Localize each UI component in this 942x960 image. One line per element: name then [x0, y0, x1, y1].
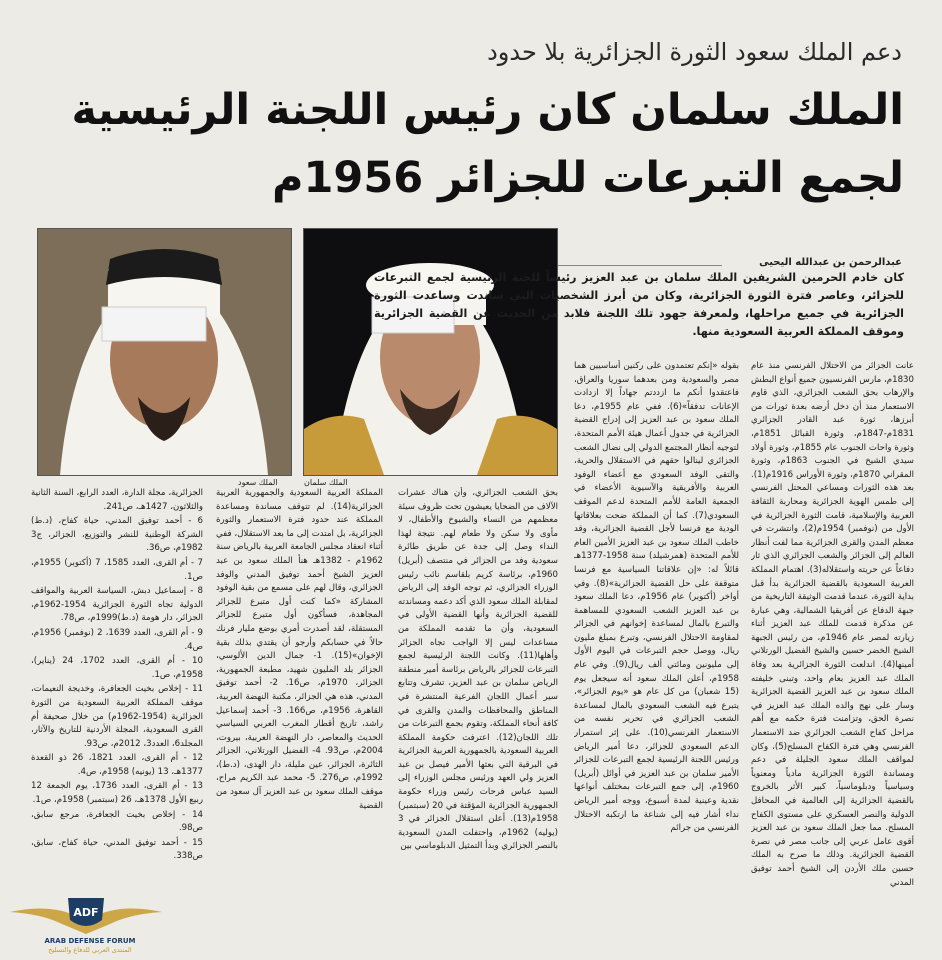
logo-tagline: المنتدى العربي للدفاع والتسليح: [48, 946, 132, 954]
references-column: [31, 487, 203, 952]
article-column-2: [574, 360, 739, 952]
reference-note: 8 - إسماعيل دبش، السياسة العربية والمواقف الدولية تجاه الثورة الجزائرية 1954-1962م، الجزائر، دار هومة (د.ط)1999م، ص78.: [31, 586, 203, 624]
column-2-text: بقوله «إنكم تعتمدون على ركنين أساسيين هما مصر والسعودية ومن بعدهما سوريا والعراق، فاعتقدوا أنكم ما ازددتم جهاداً إلا ازدادت الإعانات تدفقاً»(6). ففي عام 1955م، دعا الملك سعود بن عبد العزيز إلى إدراج القضية الجزائرية في جدول أعمال هيئة الأمم المتحدة، لتوجيه أنظار المجتمع الدولي إلى نضال الشعب الجزائري لينالوا حقهم في الاستقلال والحرية، والتقى الوفد السعودي مع أعضاء الوفود العربية والأفريقية والآسيوية الأعضاء في الجمعية العامة للأمم المتحدة لدعم الموقف السعودي(7). كما أن المملكة ضحت بعلاقاتها الودية مع فرنسا لأجل القضية الجزائرية، وقد خاطب الملك سعود بن عبد العزيز الأمين العام للأمم المتحدة (همرشيلد) سنة 1958-1377هـ قائلاً له: «إن علاقاتنا السياسية مع فرنسا متوقفة على حل القضية الجزائرية»(8). وفي أواخر (أكتوبر) عام 1956م، دعا الملك سعود بن عبد العزيز الشعب السعودي للمساهمة والتبرع بالمال لمساعدة إخوانهم في الجزائر لمقاومة الاحتلال الفرنسي، وتبرع بمبلغ مليون ريال، ووصل حجم التبرعات في اليوم الأول إلى مليونين ومائتي ألف ريال(9). وفي عام 1958م، أعلن الملك سعود أنه سيجعل يوم (15 شعبان) من كل عام هو «يوم الجزائر»، يتبرع فيه الشعب السعودي بالمال لمساعدة الشعب الجزائري في تحرير نفسه من الاستعمار الفرنسي(10). على إثر استمرار الدعم السعودي للجزائر، دعا أمير الرياض ورئيس اللجنة الرئيسية لجمع التبرعات للجزائر الأمير سلمان بن عبد العزيز في أوائل (أبريل) 1960م، إلى جمع التبرعات بمختلف أنواعها نقدية وعينية لمدة أسبوع، ووجه أمير الرياض نداء أشار فيه إلى شناعة ما ارتكبه الاحتلال الفرنسي من جرائم: [574, 361, 739, 834]
photo-caption-salman: الملك سلمان: [304, 478, 348, 487]
reference-note: 15 - أحمد توفيق المدني، حياة كفاح، سابق، ص338.: [31, 837, 203, 862]
reference-note: 10 - أم القرى، العدد 1702، 24 (يناير)، 1958م، ص1.: [31, 656, 203, 680]
reference-note: 9 - أم القرى، العدد 1639، 2 (نوفمبر) 1956م، ص4.: [31, 627, 203, 652]
reference-note: 12 - أم القرى، العدد 1821، 26 ذو القعدة 1377هـ، 13 (يونيه) 1958م، ص4.: [31, 753, 203, 777]
article-column-4: [216, 487, 383, 952]
column-1-text: عانت الجزائر من الاحتلال الفرنسي منذ عام 1830م، مارس الفرنسيون جميع أنواع البطش والإرهاب بحق الشعب الجزائري، الذي قاوم الاستعمار منذ أن دخل أرضه بعدة ثورات من أبرزها، ثورة عبد القادر الجزائري 1831م-1847م، وثورة القبائل 1851م، وثورة واحات الجنوب عام 1855م، وثورة أولاد سيدي الشيخ في الجنوب 1863م، وثورة المقراني 1870م، وثورة الأوراس 1916م(1). بعد هذه الثورات ومساعي المحتل الفرنسي إلى طمس الهوية الجزائرية ومحاربة الثقافة العربية والإسلامية، قامت الثورة الجزائرية في الأول من (نوفمبر) 1954م(2)، وانتشرت في معظم المدن والقرى الجزائرية مما لفت أنظار العالم إلى الجزائر والشعب الجزائري الذي ثار دفاعاً عن حريته واستقلاله(3). اهتمام المملكة العربية السعودية بالقضية الجزائرية بدأ قبل بداية الثورة، عندما قدمت الوثيقة التاريخية من جبهة الدفاع عن أفريقيا الشمالية، وهي عبارة عن مذكرة قدمت للملك عبد العزيز أثناء زيارته لمصر عام 1946م، من رئيس الجبهة الشيخ الخضر حسين والشيخ الفضيل الورتلاني أمينها(4). اندلعت الثورة الجزائرية بعد وفاة الملك عبد العزيز بعام واحد، وتبنى خليفته الملك سعود بن عبد العزيز القضية الجزائرية وسار على نهج والده الملك عبد العزيز في نصرة الحق، وتزامنت فترة حكمه مع أهم مراحل كفاح الشعب الجزائري ضد الاستعمار الفرنسي وهي فترة الكفاح المسلح(5)، وكان لمواقف الملك سعود الجليلة في دعم ومساندة الثورة الجزائرية مادياً ومعنوياً وسياسياً ودبلوماسياً، كبير الأثر بالخروج بالقضية الجزائرية إلى العالمية في المحافل الدولية والنصر العسكري على مستوى الكفاح المسلح. مما جعل الملك سعود بن عبد العزيز أقوى عامل عربي إلى جانب مصر في نصرة القضية الجزائرية. وذلك ما صرح به الملك حسين ملك الأردن إلى الشيخ أحمد توفيق المدني: [751, 361, 914, 888]
byline: عبدالرحمن بن عبدالله اليحيى: [759, 257, 902, 268]
photo-king-saud: [37, 228, 292, 476]
photo-king-salman: [303, 228, 558, 476]
logo-letters: ADF: [73, 906, 99, 919]
reference-note: 6 - أحمد توفيق المدني، حياة كفاح، (د.ط) الشركة الوطنية للنشر والتوزيع، الجزائر، ج3 1982م، ص36.: [31, 516, 203, 554]
photo-caption-saud: الملك سعود: [238, 478, 278, 487]
column-3-text: بحق الشعب الجزائري، وأن هناك عشرات الآلاف من الضحايا يعيشون تحت ظروف سيئة معظمهم من النساء والشيوخ والأطفال، لا مأوى ولا سكن ولا طعام لهم. نتيجة لهذا النداء وصل إلى جدة عن طريق طائرة سعودية وفد من الجزائر في منتصف (أبريل) 1960م، برئاسة كريم بلقاسم نائب رئيس الوزراء الجزائري، ثم توجه الوفد إلى الرياض لمقابلة الملك سعود الذي أكد دعمه ومساندته للقضية الجزائرية وأنها القضية الأولى في السعودية، وأن ما تقدمه المملكة من مساعدات ليس إلا الواجب تجاه الجزائر وأهلها(11). وكانت اللجنة الرئيسية لجمع التبرعات للجزائر بالرياض برئاسة أمير منطقة الرياض سلمان بن عبد العزيز، تشرف وتتابع سير أعمال اللجان الفرعية المنتشرة في المناطق والمحافظات والمدن والقرى في كافة أنحاء المملكة، وتقوم بجمع التبرعات من تلك اللجان(12). اعترفت حكومة المملكة العربية السعودية بالجمهورية العربية الجزائرية في البرقية التي بعثها الأمير فيصل بن عبد العزيز ولي العهد ورئيس مجلس الوزراء إلى السيد عباس فرحات رئيس وزراء حكومة الجمهورية الجزائرية المؤقتة في 20 (سبتمبر) 1958م(13). أعلن استقلال الجزائر في 3 (يوليه) 1962م، واحتفلت المدن السعودية بالنصر الجزائري وبدأ التمثيل الدبلوماسي بين: [398, 488, 558, 852]
reference-note: 13 - أم القرى، العدد 1736، يوم الجمعة 12 ربيع الأول 1378هـ، 26 (سبتمبر) 1958م، ص1.: [31, 781, 203, 806]
headline-line-1: الملك سلمان كان رئيس اللجنة الرئيسية: [71, 85, 904, 135]
article-column-3: [398, 487, 558, 952]
article-column-1: [751, 360, 914, 952]
column-4-text: المملكة العربية السعودية والجمهورية العربية الجزائرية(14). لم تتوقف مساندة ومساعدة المملكة عند حدود فترة الاستعمار والثورة الجزائرية، بل امتدت إلى ما بعد الاستقلال، ففي أثناء انعقاد مجلس الجامعة العربية بالرياض سنة 1962م - 1382هـ هنأ الملك سعود بن عبد العزيز الشيخ أحمد توفيق المدني والوفد الجزائري، وقال لهم على مسمع من بقية الوفود المشاركة «كما كنت أول متبرع للجزائر المجاهدة، فسأكون أول متبرع للجزائر المستقلة، لقد أصدرت أمري بوضع مليار فرنك حالاً في حسابكم وأرجو أن يقتدي بذلك بقية الإخوان»(15). 1- جمال الدين الألوسي، الجزائر بلد المليون شهيد، مطبعة الجمهورية، الجزائر، 1970م، ص16. 2- أحمد توفيق المدني، هذه هي الجزائر، مكتبة النهضة العربية، القاهرة، 1956م، ص166. 3- أحمد إسماعيل راشد، تاريخ أقطار المغرب العربي السياسي الحديث والمعاصر، دار النهضة العربية، بيروت، 2004م، ص93. 4- الفضيل الورتلاني، الجزائر الثائرة، الجزائر، عين مليلة، دار الهدى، (د.ط)، 1992م، ص276. 5- محمد عبد الكريم مراح، موقف الملك سعود بن عبد العزيز آل سعود من القضية: [216, 488, 383, 811]
kicker: دعم الملك سعود الثورة الجزائرية بلا حدود: [487, 38, 902, 66]
headline-line-2: لجمع التبرعات للجزائر 1956م: [272, 153, 904, 203]
logo-name: ARAB DEFENSE FORUM: [44, 937, 136, 945]
reference-note: 11 - إخلاص بخيت الجعافرة، وخديجة النعيمات، موقف المملكة العربية السعودية من الثورة الجزائرية (1954-1962م) من خلال صحيفة أم القرى السعودية، المجلة الأردنية للتاريخ والآثار، المجلد6، العدد3، 2012م، ص93.: [31, 684, 203, 749]
article-intro: كان خادم الحرمين الشريفين الملك سلمان بن عبد العزيز رئيساً للجنة الرئيسية لجمع التبرعات للجزائر، وعاصر فترة الثورة الجزائرية، وكان من أبرز الشخصيات التي ساندت وساعدت الثورة الجزائرية في جميع مراحلها، ولمعرفة جهود تلك اللجنة فلابد من الحديث عن القضية الجزائرية وموقف المملكة العربية السعودية منها.: [374, 271, 904, 338]
reference-note: 7 - أم القرى، العدد 1585، 7 (أكتوبر) 1955م، ص1.: [31, 557, 203, 582]
reference-note: الجزائرية، مجلة الدارة، العدد الرابع، السنة الثانية والثلاثون، 1427هـ، ص241.: [31, 488, 203, 512]
reference-note: 14 - إخلاص بخيت الجعافرة، مرجع سابق، ص98.: [31, 809, 203, 834]
